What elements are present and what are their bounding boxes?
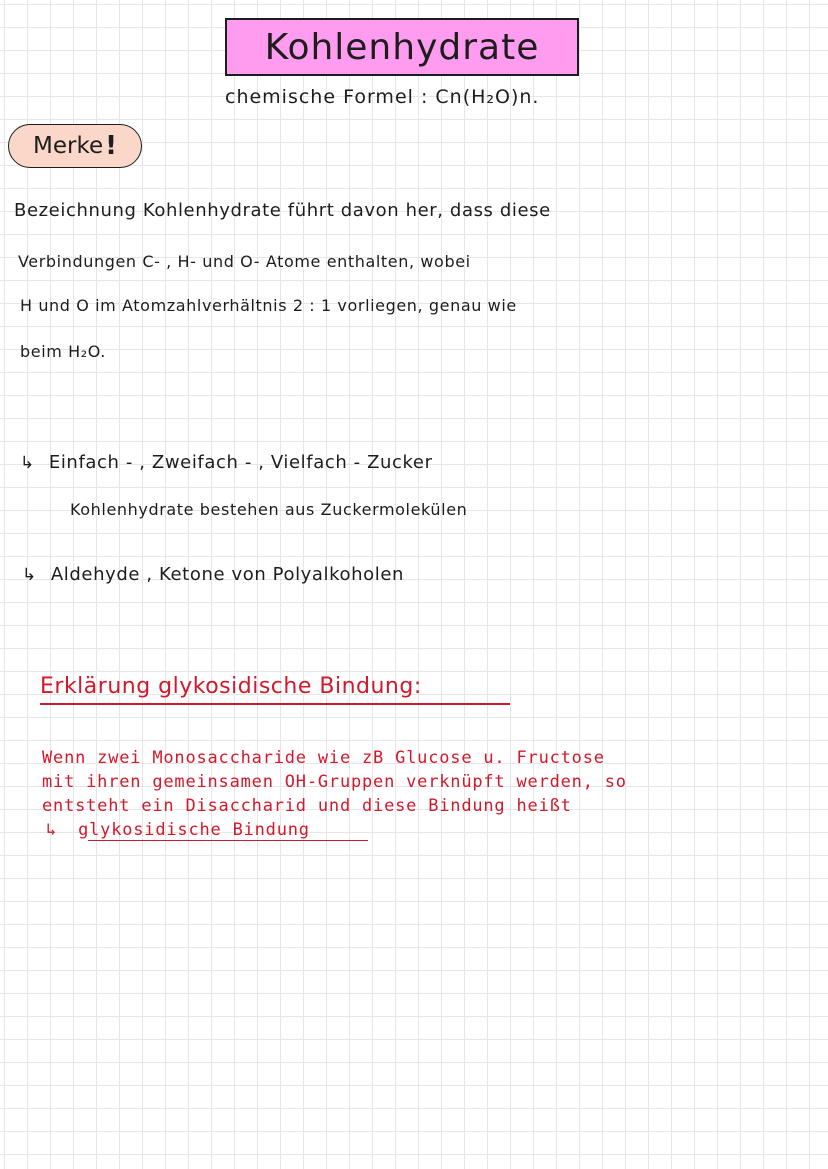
arrow-icon: ↳: [20, 453, 35, 473]
definition-line-1: Bezeichnung Kohlenhydrate führt davon her, dass diese: [14, 200, 551, 221]
definition-line-2: Verbindungen C- , H- und O- Atome enthalten, wobei: [18, 252, 471, 271]
definition-line-3: H und O im Atomzahlverhältnis 2 : 1 vorliegen, genau wie: [20, 296, 517, 315]
point-1: [20, 452, 433, 473]
explanation-line-4: [46, 820, 310, 840]
conclusion-underline: [88, 840, 368, 841]
arrow-icon: ↳: [22, 565, 37, 585]
definition-line-4: beim H₂O.: [20, 342, 106, 361]
point-2: [22, 564, 404, 585]
page-title: Kohlenhydrate: [225, 18, 579, 76]
explanation-line-2: mit ihren gemeinsamen OH-Gruppen verknüpft werden, so: [42, 772, 627, 792]
merke-badge: [8, 124, 142, 168]
exclamation-mark: !: [105, 131, 117, 161]
explanation-line-3: entsteht ein Disaccharid und diese Bindung heißt: [42, 796, 572, 816]
red-arrow-icon: ↳: [46, 820, 58, 840]
explanation-conclusion: glykosidische Bindung: [78, 820, 310, 840]
merke-label: Merke: [33, 133, 104, 159]
point-1-sub: Kohlenhydrate bestehen aus Zuckermolekülen: [70, 500, 468, 519]
heading-underline: [40, 703, 510, 705]
point-1-text: Einfach - , Zweifach - , Vielfach - Zucker: [48, 452, 433, 473]
point-2-text: Aldehyde , Ketone von Polyalkoholen: [50, 564, 405, 585]
chemical-formula: chemische Formel : Cn(H₂O)n.: [225, 86, 540, 108]
explanation-heading: Erklärung glykosidische Bindung:: [40, 674, 422, 699]
explanation-line-1: Wenn zwei Monosaccharide wie zB Glucose u. Fructose: [42, 748, 605, 768]
